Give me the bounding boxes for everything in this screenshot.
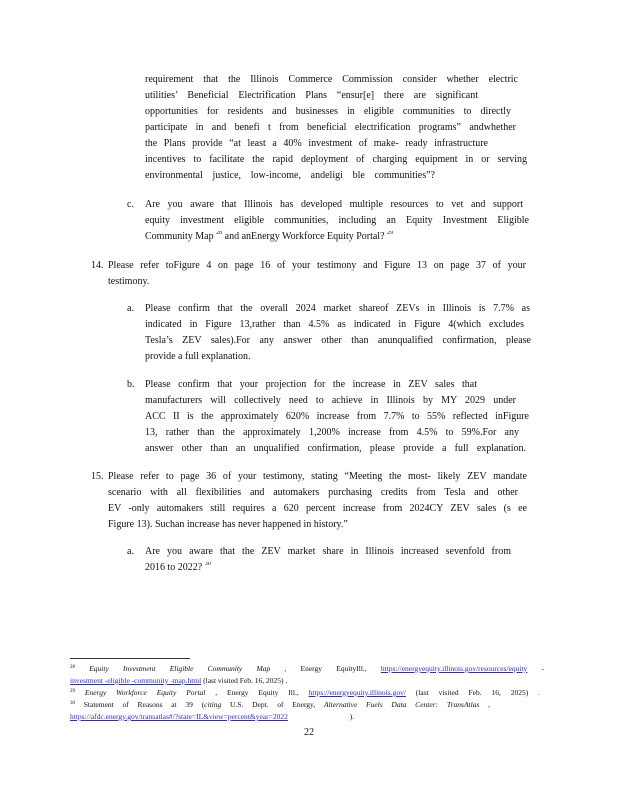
text-line: participate in and benefi t from beneficial electrification programs” andwhether (145, 122, 516, 133)
text-line: provide a full explanation. (145, 351, 251, 362)
text-span: 2016 to 2022? (145, 562, 203, 573)
footnote-ref-28[interactable]: 28 (216, 231, 223, 236)
text-line: indicated in Figure 13,rather than 4.5% as indicated in Figure 4(which excludes (145, 319, 524, 330)
footnote-source: , Energy EquityIll., (284, 664, 367, 673)
footnote-number: 29 (70, 689, 75, 694)
text-line: utilities’ Beneficial Electrification Plans “ensur[e] there are significant (145, 90, 478, 101)
footnote-title: Alternative Fuels Data Center: TransAtlas (323, 700, 480, 709)
text-line: EV -only automakers still requires a 620 percent increase from 2024CY ZEV sales (s ee (108, 503, 527, 514)
footnote-number: 28 (70, 665, 75, 670)
item-label: a. (127, 546, 134, 557)
item-label: b. (127, 379, 135, 390)
text-span: Community Map (145, 231, 214, 242)
text-line: 13, rather than the approximately 1,200% increase from 4.5% to 59%.For any (145, 427, 519, 438)
footnote-ref-29[interactable]: 29 (387, 231, 394, 236)
footnote-title: Equity Investment Eligible Community Map (89, 664, 271, 673)
footnote-30 (70, 700, 490, 709)
footnote-text: U.S. Dept. of Energy, (221, 700, 316, 709)
text-line: ACC II is the approximately 620% increase from 7.7% to 55% reflected inFigure (145, 411, 529, 422)
text-line: the Plans provide “at least a 40% investment of make- ready infrastructure (145, 138, 488, 149)
text-line: Are you aware that Illinois has developed multiple resources to vet and support (145, 199, 523, 210)
page-number: 22 (304, 727, 314, 738)
item-label: 14. (91, 260, 104, 271)
text-line: incentives to facilitate the rapid deployment of charging equipment in or serving (145, 154, 527, 165)
text-line: Please confirm that the overall 2024 market shareof ZEVs in Illinois is 7.7% as (145, 303, 530, 314)
text-line: requirement that the Illinois Commerce Commission consider whether electric (145, 74, 518, 85)
footnote-link[interactable]: https://energyequity.illinois.gov/ (308, 688, 406, 697)
text-line: Are you aware that the ZEV market share in Illinois increased sevenfold from (145, 546, 511, 557)
footnote-30-cont (70, 712, 550, 721)
text-line (145, 562, 245, 574)
text-line: Tesla’s ZEV sales).For any answer other than anunqualified confirmation, please (145, 335, 531, 346)
footnote-text: Statement of Reasons at 39 ( (83, 700, 205, 709)
footnote-number: 30 (70, 701, 75, 706)
footnote-link[interactable]: https://afdc.energy.gov/transatlas#/?state=IL&view=percent&year=2022 (70, 712, 288, 721)
footnote-separator (70, 658, 190, 659)
footnote-28-cont (70, 676, 550, 685)
text-line: opportunities for residents and businesses in eligible communities to directly (145, 106, 511, 117)
footnote-29 (70, 688, 540, 697)
footnote-text: ). (349, 712, 355, 721)
text-line: manufacturers will collectively need to achieve in Illinois by MY 2029 under (145, 395, 516, 406)
footnote-link[interactable]: https://energyequity.illinois.gov/resources/equity (380, 664, 528, 673)
item-label: a. (127, 303, 134, 314)
text-line: environmental justice, low-income, andeligi ble communities”? (145, 170, 435, 181)
text-line (145, 231, 485, 243)
text-line: Please refer to page 36 of your testimony, stating “Meeting the most- likely ZEV mandate (108, 471, 527, 482)
item-label: c. (127, 199, 134, 210)
text-line: Please confirm that your projection for the increase in ZEV sales that (145, 379, 477, 390)
footnote-text: (last visited Feb. 16, 2025) . (203, 676, 288, 685)
footnote-source: , Energy Equity Ill., (215, 688, 299, 697)
footnote-signal: citing (204, 700, 222, 709)
text-line: Please refer toFigure 4 on page 16 of your testimony and Figure 13 on page 37 of your (108, 260, 526, 271)
text-span: and anEnergy Workforce Equity Portal? (224, 231, 385, 242)
footnote-title: Energy Workforce Equity Portal (84, 688, 206, 697)
text-line: scenario with all flexibilities and automakers purchasing credits from Tesla and other (108, 487, 518, 498)
footnote-text: , (488, 700, 490, 709)
item-label: 15. (91, 471, 104, 482)
text-line: equity investment eligible communities, including an Equity Investment Eligible (145, 215, 529, 226)
footnote-text: (last visited Feb. 16, 2025) . (415, 688, 540, 697)
footnote-link[interactable]: investment -eligible -community -map.html (70, 676, 202, 685)
footnote-ref-30[interactable]: 30 (204, 562, 211, 567)
text-line: Figure 13). Suchan increase has never happened in history.” (108, 519, 348, 530)
text-line: testimony. (108, 276, 150, 287)
text-line: answer other than an unqualified confirmation, please provide a full explanation. (145, 443, 526, 454)
footnote-28 (70, 664, 544, 673)
footnote-text: - (541, 664, 544, 673)
